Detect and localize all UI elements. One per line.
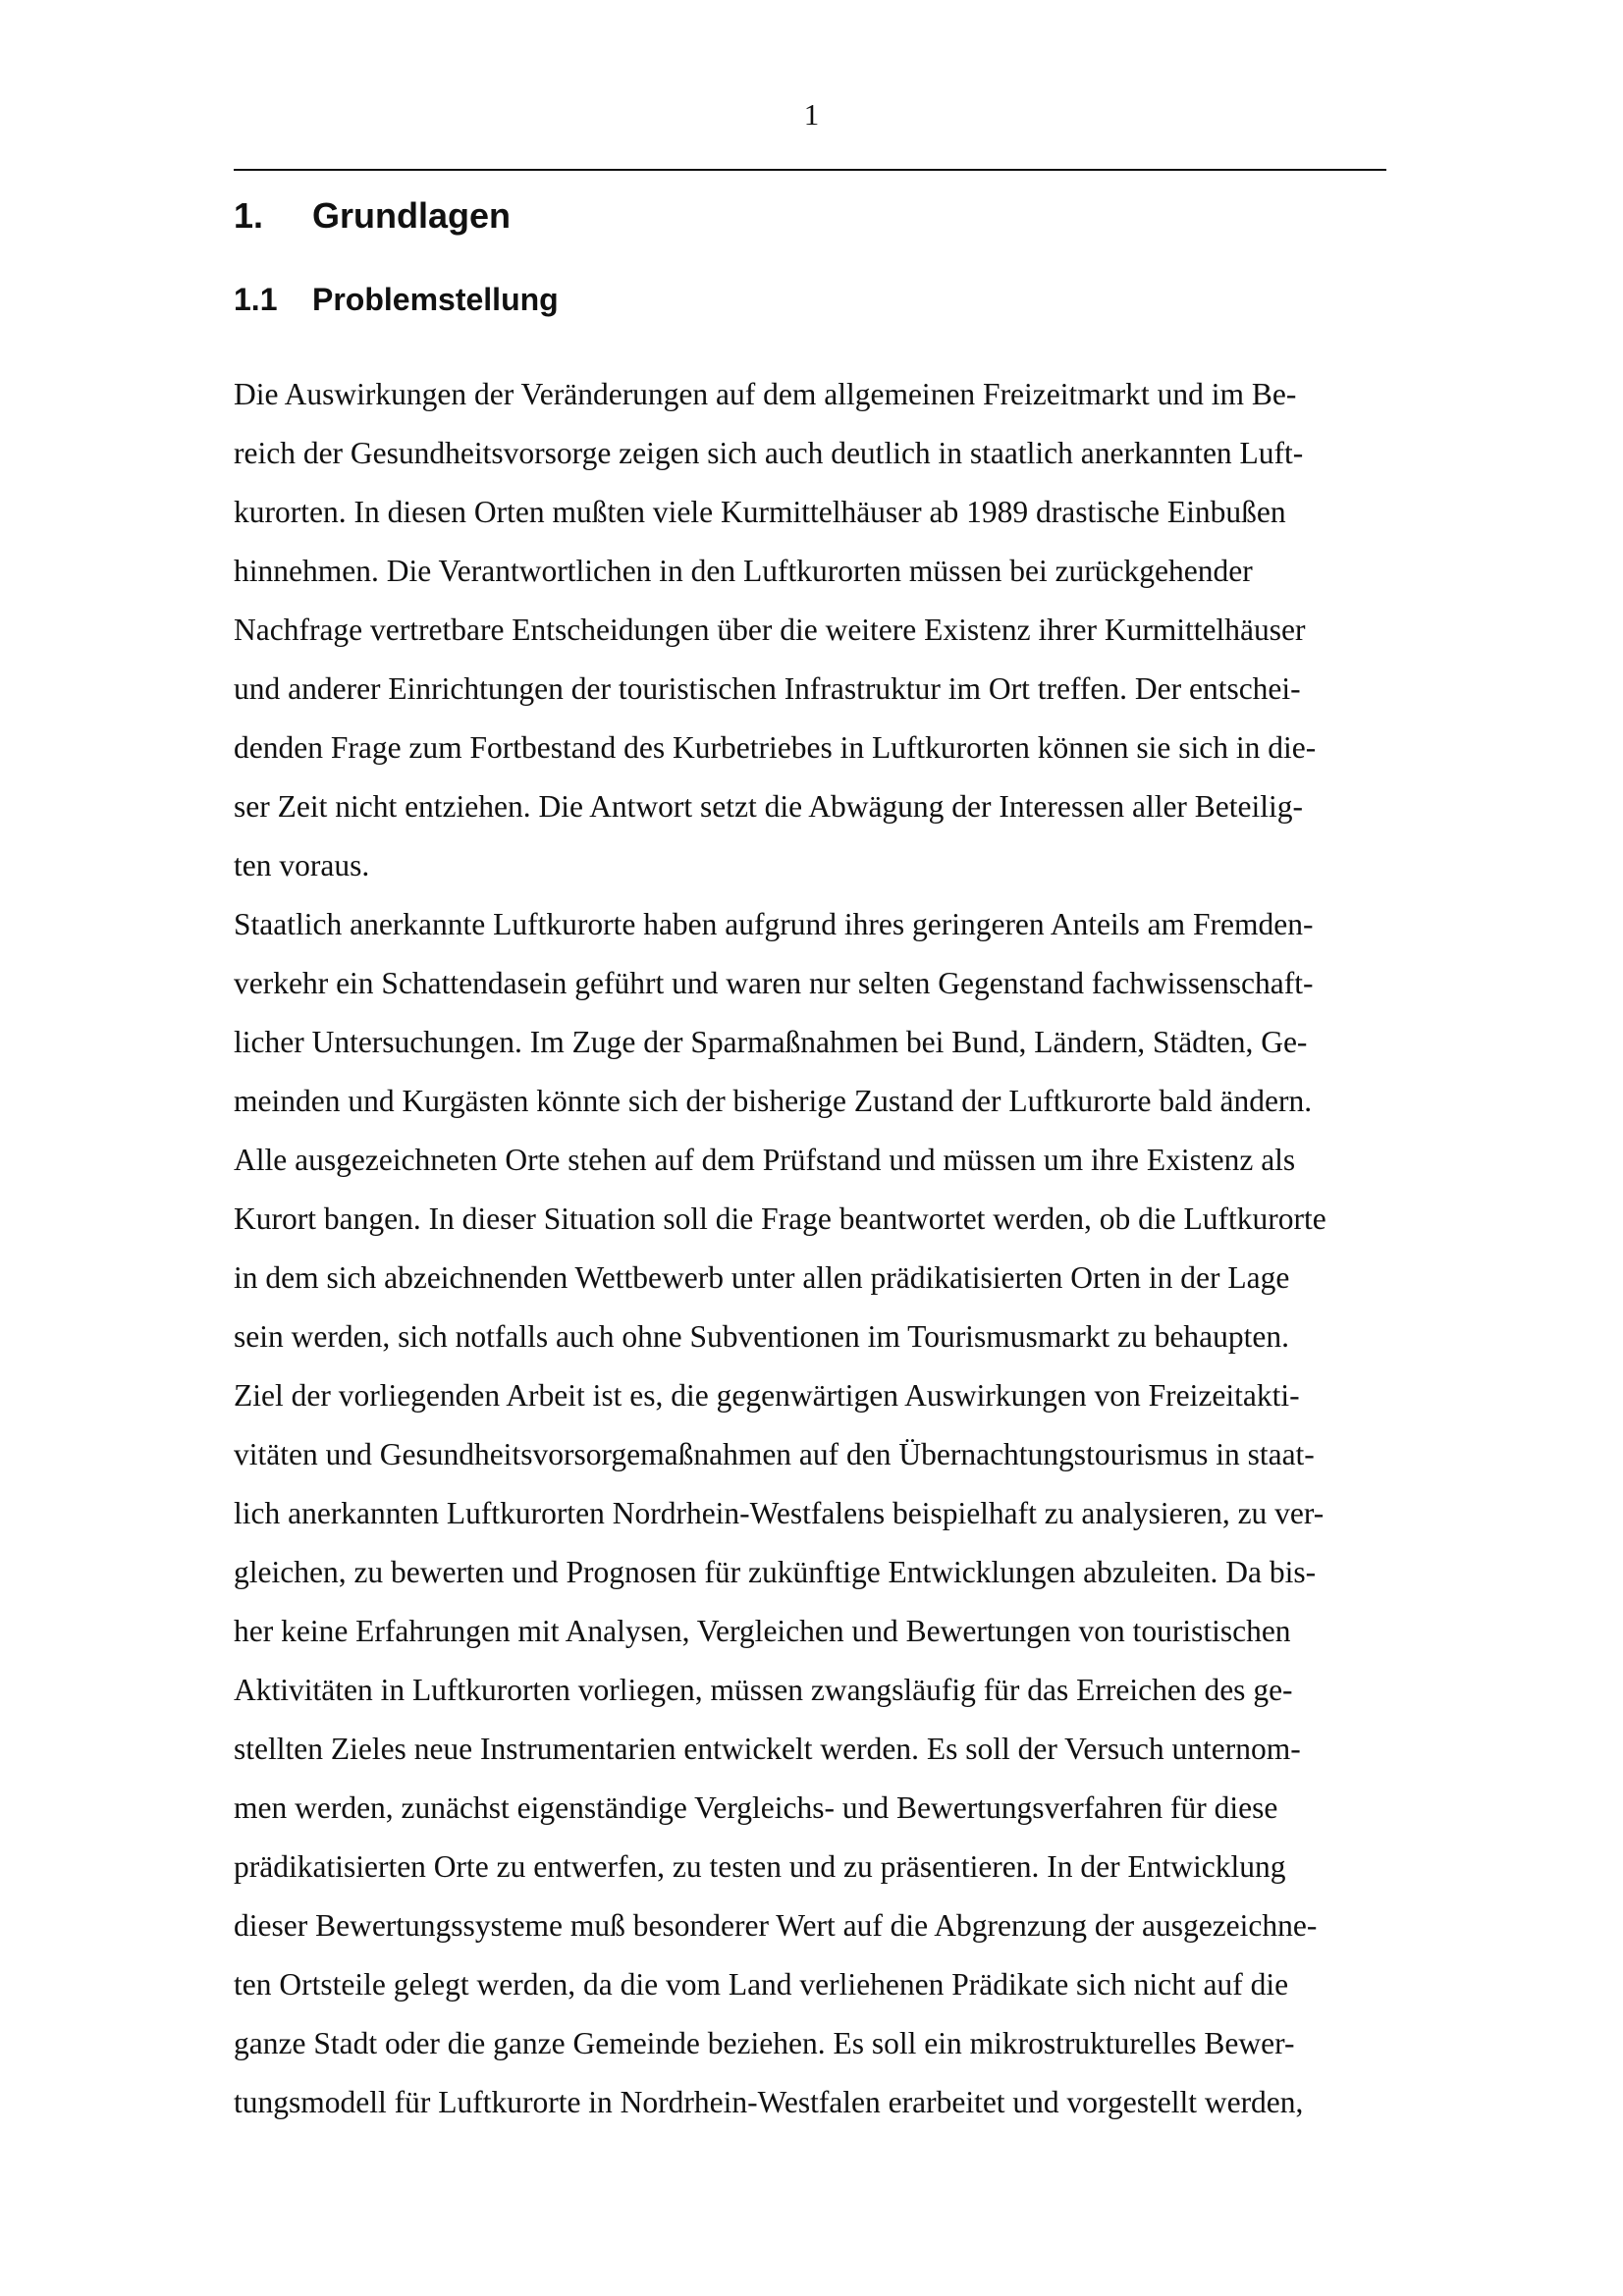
body-line: ten voraus.	[234, 848, 370, 882]
section-number: 1.1	[234, 282, 278, 317]
body-line: Nachfrage vertretbare Entscheidungen über die weitere Existenz ihrer Kurmittelhäuser	[234, 613, 1306, 647]
body-line: stellten Zieles neue Instrumentarien entwickelt werden. Es soll der Versuch unternom-	[234, 1732, 1301, 1766]
body-line: verkehr ein Schattendasein geführt und waren nur selten Gegenstand fachwissenschaft-	[234, 966, 1314, 1000]
body-line: vitäten und Gesundheitsvorsorgemaßnahmen auf den Übernachtungstourismus in staat-	[234, 1437, 1315, 1471]
body-line: Staatlich anerkannte Luftkurorte haben aufgrund ihres geringeren Anteils am Fremden-	[234, 907, 1314, 941]
body-line: lich anerkannten Luftkurorten Nordrhein-Westfalens beispielhaft zu analysieren, zu ver-	[234, 1496, 1325, 1530]
body-line: her keine Erfahrungen mit Analysen, Vergleichen und Bewertungen von touristischen	[234, 1614, 1291, 1648]
body-line: Aktivitäten in Luftkurorten vorliegen, müssen zwangsläufig für das Erreichen des ge-	[234, 1673, 1293, 1707]
header-rule	[234, 169, 1386, 171]
body-line: denden Frage zum Fortbestand des Kurbetriebes in Luftkurorten können sie sich in die-	[234, 730, 1317, 765]
body-line: Die Auswirkungen der Veränderungen auf dem allgemeinen Freizeitmarkt und im Be-	[234, 377, 1297, 411]
body-line: prädikatisierten Orte zu entwerfen, zu testen und zu präsentieren. In der Entwicklung	[234, 1849, 1286, 1884]
body-line: gleichen, zu bewerten und Prognosen für zukünftige Entwicklungen abzuleiten. Da bis-	[234, 1555, 1317, 1589]
body-line: men werden, zunächst eigenständige Vergleichs- und Bewertungsverfahren für diese	[234, 1790, 1278, 1825]
body-line: ten Ortsteile gelegt werden, da die vom Land verliehenen Prädikate sich nicht auf die	[234, 1967, 1289, 2002]
body-line: licher Untersuchungen. Im Zuge der Sparmaßnahmen bei Bund, Ländern, Städten, Ge-	[234, 1025, 1308, 1059]
body-line: hinnehmen. Die Verantwortlichen in den Luftkurorten müssen bei zurückgehender	[234, 554, 1253, 588]
section-title: Problemstellung	[312, 282, 559, 317]
body-line: Kurort bangen. In dieser Situation soll die Frage beantwortet werden, ob die Luftkurorte	[234, 1201, 1326, 1236]
chapter-number: 1.	[234, 195, 264, 236]
body-line: tungsmodell für Luftkurorte in Nordrhein-Westfalen erarbeitet und vorgestellt werden,	[234, 2085, 1304, 2119]
body-line: dieser Bewertungssysteme muß besonderer Wert auf die Abgrenzung der ausgezeichne-	[234, 1908, 1318, 1943]
page-number: 1	[803, 97, 820, 132]
body-line: und anderer Einrichtungen der touristischen Infrastruktur im Ort treffen. Der entschei-	[234, 671, 1301, 706]
section-heading	[234, 278, 559, 321]
body-line: reich der Gesundheitsvorsorge zeigen sich auch deutlich in staatlich anerkannten Luft-	[234, 436, 1304, 470]
body-line: Ziel der vorliegenden Arbeit ist es, die gegenwärtigen Auswirkungen von Freizeitakti-	[234, 1378, 1300, 1413]
body-line: kurorten. In diesen Orten mußten viele Kurmittelhäuser ab 1989 drastische Einbußen	[234, 495, 1286, 529]
body-text	[234, 365, 1402, 2132]
body-line: ganze Stadt oder die ganze Gemeinde beziehen. Es soll ein mikrostrukturelles Bewer-	[234, 2026, 1295, 2060]
body-line: ser Zeit nicht entziehen. Die Antwort setzt die Abwägung der Interessen aller Beteilig-	[234, 789, 1304, 824]
body-line: meinden und Kurgästen könnte sich der bisherige Zustand der Luftkurorte bald ändern.	[234, 1084, 1313, 1118]
body-line: in dem sich abzeichnenden Wettbewerb unter allen prädikatisierten Orten in der Lage	[234, 1260, 1290, 1295]
chapter-title: Grundlagen	[312, 195, 512, 236]
body-line: Alle ausgezeichneten Orte stehen auf dem Prüfstand und müssen um ihre Existenz als	[234, 1143, 1296, 1177]
body-line: sein werden, sich notfalls auch ohne Subventionen im Tourismusmarkt zu behaupten.	[234, 1319, 1289, 1354]
chapter-heading	[234, 192, 511, 240]
